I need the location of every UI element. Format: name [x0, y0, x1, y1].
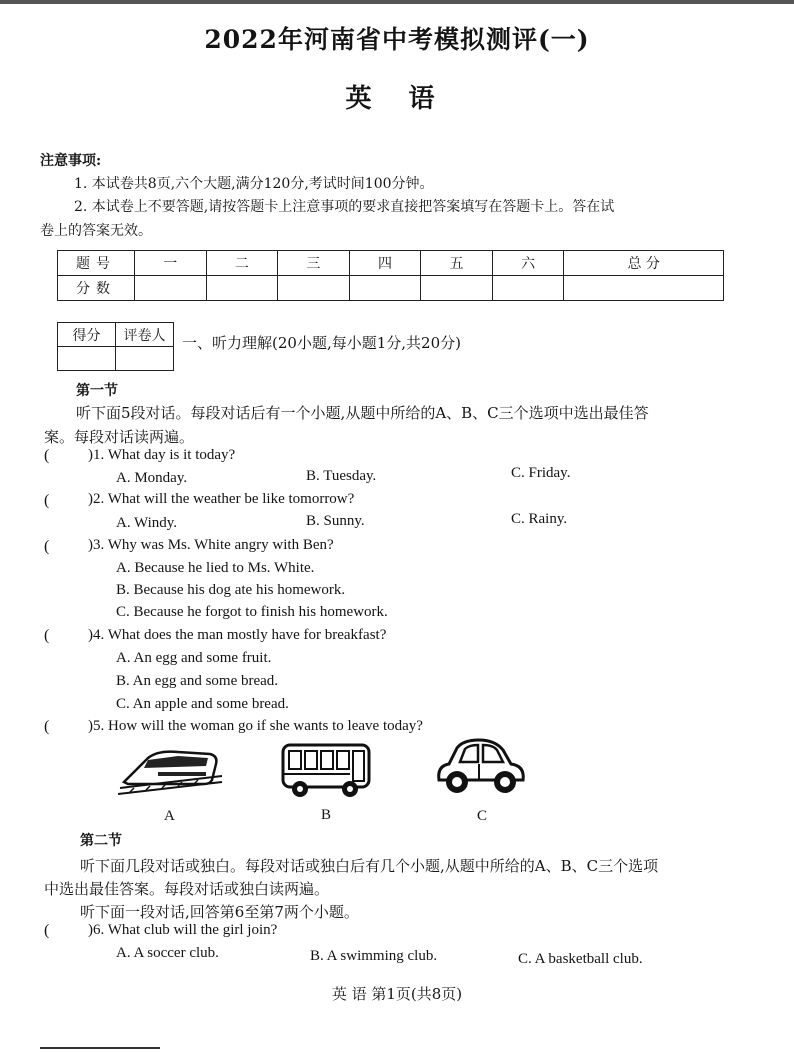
notice-item-2a: 2. 本试卷上不要答题,请按答题卡上注意事项的要求直接把答案填写在答题卡上。答在试 — [74, 199, 615, 215]
bus-icon — [280, 742, 372, 800]
question-5: )5. How will the woman go if she wants to leave today? — [88, 718, 423, 734]
answer-paren: ( — [44, 447, 50, 464]
part-2-instruction-a: 听下面几段对话或独白。每段对话或独白后有几个小题,从题中所给的A、B、C三个选项 — [80, 857, 659, 875]
part-1-instruction-b: 案。每段对话读两遍。 — [44, 428, 195, 446]
grader-score-cell — [58, 347, 116, 371]
score-table-row-label: 分数 — [58, 276, 135, 301]
score-table-col: 五 — [421, 251, 493, 276]
q2-option-a: A. Windy. — [116, 515, 178, 531]
score-table-header-row — [58, 251, 724, 276]
answer-paren: ( — [44, 922, 50, 939]
grader-table — [57, 322, 174, 371]
answer-paren: ( — [44, 538, 50, 555]
high-speed-train-icon — [118, 742, 224, 798]
part-1-heading: 第一节 — [76, 383, 118, 399]
q5-option-b: B — [321, 807, 332, 823]
answer-paren: ( — [44, 627, 50, 644]
score-table-col: 六 — [492, 251, 564, 276]
score-cell — [564, 276, 724, 301]
score-table-col: 总 分 — [564, 251, 724, 276]
score-cell — [349, 276, 421, 301]
q1-option-a: A. Monday. — [116, 470, 188, 486]
q6-option-a: A. A soccer club. — [116, 945, 219, 961]
part-2-instruction-b: 中选出最佳答案。每段对话或独白读两遍。 — [44, 880, 330, 898]
score-cell — [135, 276, 207, 301]
question-4: )4. What does the man mostly have for breakfast? — [88, 627, 387, 643]
q6-option-b: B. A swimming club. — [310, 948, 438, 964]
q4-option-c: C. An apple and some bread. — [116, 696, 289, 712]
score-table-col: 三 — [278, 251, 350, 276]
section-1-title: 一、听力理解(20小题,每小题1分,共20分) — [182, 334, 461, 352]
q3-option-c: C. Because he forgot to finish his homework. — [116, 604, 388, 620]
scan-bottom-mark — [40, 1047, 160, 1049]
q5-option-a: A — [164, 808, 175, 824]
notice-heading: 注意事项: — [40, 153, 102, 169]
score-table-col: 一 — [135, 251, 207, 276]
notice-item-2b: 卷上的答案无效。 — [40, 223, 152, 239]
part-1-instruction-a: 听下面5段对话。每段对话后有一个小题,从题中所给的A、B、C三个选项中选出最佳答 — [76, 404, 649, 422]
grader-name-cell — [116, 347, 174, 371]
score-cell — [492, 276, 564, 301]
q5-option-c: C — [477, 808, 488, 824]
score-table-score-row — [58, 276, 724, 301]
q4-option-a: A. An egg and some fruit. — [116, 650, 272, 666]
question-1: )1. What day is it today? — [88, 447, 236, 463]
part-2-heading: 第二节 — [80, 833, 122, 849]
score-table — [57, 250, 724, 301]
score-cell — [278, 276, 350, 301]
q4-option-b: B. An egg and some bread. — [116, 673, 279, 689]
car-icon — [433, 736, 529, 800]
answer-paren: ( — [44, 718, 50, 735]
q1-option-c: C. Friday. — [511, 465, 571, 481]
q1-option-b: B. Tuesday. — [306, 468, 377, 484]
q2-option-c: C. Rainy. — [511, 511, 568, 527]
answer-paren: ( — [44, 492, 50, 509]
part-2-sub-instruction: 听下面一段对话,回答第6至第7两个小题。 — [80, 903, 359, 921]
page-title: 2022年河南省中考模拟测评(一) — [204, 25, 590, 54]
question-2: )2. What will the weather be like tomorrow? — [88, 491, 355, 507]
page-footer: 英 语 第1页(共8页) — [331, 985, 463, 1003]
q6-option-c: C. A basketball club. — [518, 951, 643, 967]
q2-option-b: B. Sunny. — [306, 513, 365, 529]
score-table-col: 四 — [349, 251, 421, 276]
question-3: )3. Why was Ms. White angry with Ben? — [88, 537, 334, 553]
notice-item-1: 1. 本试卷共8页,六个大题,满分120分,考试时间100分钟。 — [74, 176, 434, 192]
scan-edge-line — [0, 0, 794, 4]
score-cell — [206, 276, 278, 301]
grader-score-label: 得分 — [58, 323, 116, 347]
subject-title: 英 语 — [345, 84, 449, 114]
score-table-col: 二 — [206, 251, 278, 276]
score-table-row-label: 题号 — [58, 251, 135, 276]
q3-option-b: B. Because his dog ate his homework. — [116, 582, 346, 598]
q3-option-a: A. Because he lied to Ms. White. — [116, 560, 315, 576]
grader-name-label: 评卷人 — [116, 323, 174, 347]
question-6: )6. What club will the girl join? — [88, 922, 278, 938]
score-cell — [421, 276, 493, 301]
